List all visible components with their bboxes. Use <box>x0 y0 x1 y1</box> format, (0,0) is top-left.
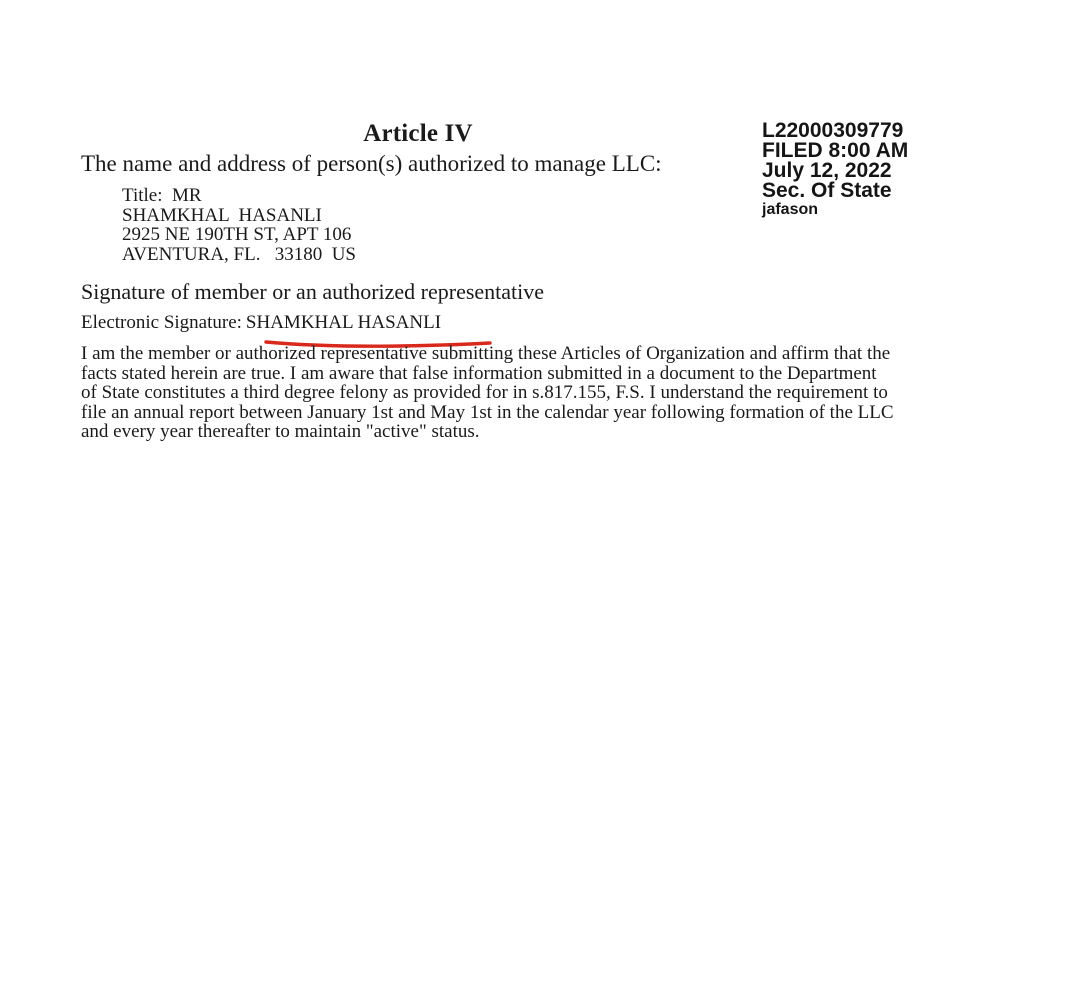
electronic-signature-value: SHAMKHAL HASANLI <box>245 312 442 333</box>
manager-address-line-2: AVENTURA, FL. 33180 US <box>122 243 357 265</box>
affirmation-line: I am the member or authorized representative submitting these Articles of Organization and affirm that the <box>81 343 891 364</box>
manager-address-line-1: 2925 NE 190TH ST, APT 106 <box>122 224 352 245</box>
filing-office: Sec. Of State <box>762 179 892 202</box>
filed-date: July 12, 2022 <box>762 159 892 182</box>
manager-address-block <box>122 186 356 264</box>
filing-clerk: jafason <box>762 201 819 218</box>
affirmation-line: facts stated herein are true. I am aware that false information submitted in a document to the Department <box>81 362 877 384</box>
affirmation-line: file an annual report between January 1st and May 1st in the calendar year following formation of the LLC <box>81 401 894 423</box>
managers-heading: The name and address of person(s) authorized to manage LLC: <box>81 151 662 176</box>
electronic-signature-label: Electronic Signature: <box>81 312 242 333</box>
manager-title: Title: MR <box>122 185 202 206</box>
filing-stamp <box>762 121 908 219</box>
affirmation-paragraph <box>81 344 981 442</box>
electronic-signature <box>81 311 441 335</box>
affirmation-line: and every year thereafter to maintain "active" status. <box>81 421 480 443</box>
manager-name: SHAMKHAL HASANLI <box>122 204 322 226</box>
filed-time: FILED 8:00 AM <box>762 139 909 162</box>
signature-heading: Signature of member or an authorized representative <box>81 279 545 304</box>
affirmation-line: of State constitutes a third degree felony as provided for in s.817.155, F.S. I understand the requirement to <box>81 382 888 404</box>
document-number: L22000309779 <box>762 119 904 142</box>
article-title: Article IV <box>363 120 473 147</box>
